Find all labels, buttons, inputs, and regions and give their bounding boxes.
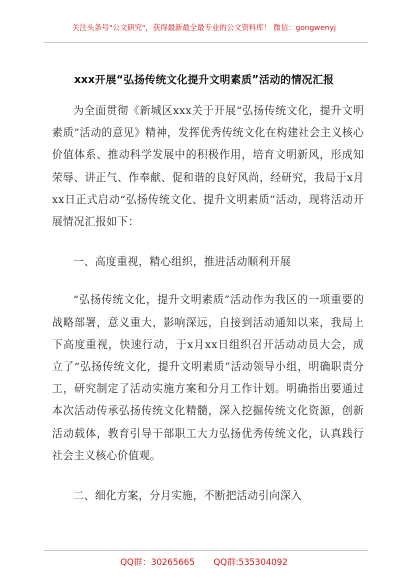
header-divider [44,42,368,43]
body-paragraph-2: “弘扬传统文化，提升文明素质”活动作为我区的一项重要的战略部署，意义重大，影响深远，自接到活动通知以来，我局上下高度重视，快速行动，于x月xx日组织召开活动动员大会，成立了“弘扬传统文化，提升文明素质”活动领导小组，明确职责分工，研究制定了活动实施方案和分月工作计划。明确指出要通过本次活动传承弘扬传统文化精髓，深入挖掘传统文化资源，创新活动载体，教育引导干部职工大力弘扬优秀传统文化，认真践行社会主义核心价值观。 [52,294,364,462]
footer-qq-group-1: QQ群：30265665 [120,558,195,568]
document-body [52,100,364,507]
section-heading-1: 一、高度重视，精心组织，推进活动顺利开展 [73,256,292,269]
header-banner: 关注头条号"公文研究"，获得最新最全最专业的公文资料库！ 微信：gongwenyj [72,23,336,32]
body-paragraph-1: 为全面贯彻《新城区xxx关于开展“弘扬传统文化，提升文明素质”活动的意见》精神，发挥优秀传统文化在构建社会主义核心价值体系、推动科学发展中的积极作用，培育文明新风，形成知荣辱、讲正气、作奉献、促和谐的良好风尚，经研究，我局于x月xx日正式启动“弘扬传统文化、提升文明素质”活动，现将活动开展情况汇报如下： [52,105,364,229]
footer-qq-group-2: QQ群:535304092 [213,558,288,568]
footer-divider [44,550,368,551]
document-title: xxx开展“弘扬传统文化提升文明素质”活动的情况汇报 [74,74,334,86]
footer [0,556,408,568]
section-heading-2: 二、细化方案，分月实施，不断把活动引向深入 [73,490,302,503]
